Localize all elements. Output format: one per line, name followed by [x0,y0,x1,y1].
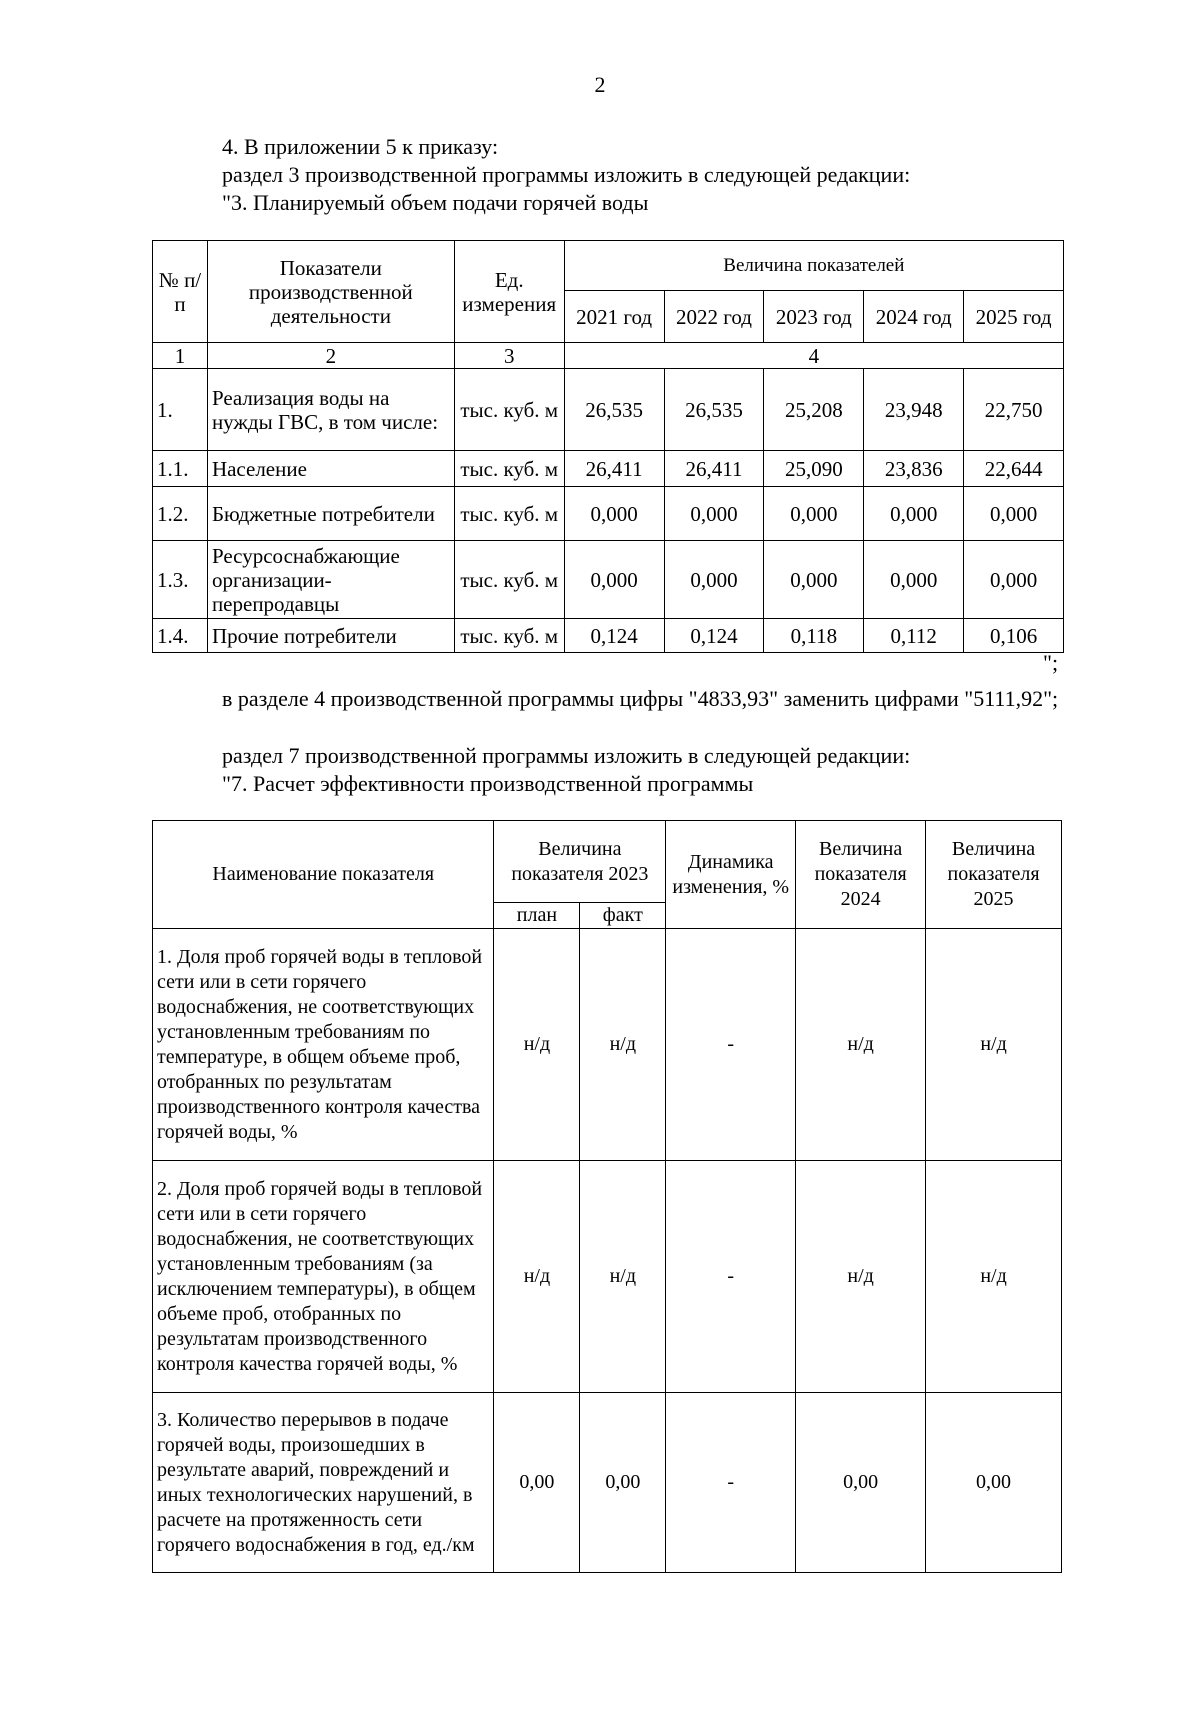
section-7-title: "7. Расчет эффективности производственной программы [222,771,754,796]
header-values-group: Величина показателей [564,241,1063,291]
row-value: 0,000 [564,487,664,541]
header-fact: факт [580,903,666,929]
row-fact: н/д [580,929,666,1161]
row-fact: 0,00 [580,1393,666,1573]
row-value: 0,000 [964,541,1064,619]
row-unit: тыс. куб. м [454,541,564,619]
row-value: 0,000 [764,541,864,619]
table-row [153,541,1064,619]
row-value: 0,000 [564,541,664,619]
table-row [153,1393,1062,1573]
table-row [153,929,1062,1161]
col-number: 3 [454,343,564,369]
header-year: 2021 год [564,291,664,343]
row-value: 0,000 [764,487,864,541]
row-dynamics: - [666,929,796,1161]
header-value-2023: Величина показателя 2023 [494,821,666,903]
row-name: Ресурсоснабжающие организации-перепродавцы [207,541,454,619]
col-number: 1 [153,343,208,369]
efficiency-table [152,820,1062,1573]
row-num: 1.2. [153,487,208,541]
row-name: Прочие потребители [207,619,454,653]
col-number: 2 [207,343,454,369]
row-value: 26,411 [664,451,764,487]
table-row [153,619,1064,653]
row-fact: н/д [580,1161,666,1393]
row-unit: тыс. куб. м [454,487,564,541]
row-num: 1.3. [153,541,208,619]
row-value: 26,411 [564,451,664,487]
header-value-2024: Величина показателя 2024 [796,821,926,929]
row-name: Население [207,451,454,487]
row-value: 0,000 [664,541,764,619]
row-num: 1.1. [153,451,208,487]
header-year: 2023 год [764,291,864,343]
row-value-2025: н/д [926,929,1062,1161]
page-number: 2 [594,72,606,97]
hot-water-volume-table [152,240,1064,653]
table-row [153,369,1064,451]
section-4-change-paragraph: в разделе 4 производственной программы цифры "4833,93" заменить цифрами "5111,92"; [222,686,1059,711]
row-value-2025: 0,00 [926,1393,1062,1573]
table-row [153,487,1064,541]
row-value: 22,750 [964,369,1064,451]
row-value: 0,106 [964,619,1064,653]
row-unit: тыс. куб. м [454,619,564,653]
row-dynamics: - [666,1161,796,1393]
header-year: 2025 год [964,291,1064,343]
row-value: 0,118 [764,619,864,653]
section-7-instruction: раздел 7 производственной программы изложить в следующей редакции: [222,743,911,768]
row-plan: н/д [494,929,580,1161]
table-row [153,1161,1062,1393]
row-name: Бюджетные потребители [207,487,454,541]
header-indicator: Показатели производственной деятельности [207,241,454,343]
header-value-2025: Величина показателя 2025 [926,821,1062,929]
row-dynamics: - [666,1393,796,1573]
row-value: 0,000 [864,487,964,541]
row-value: 0,112 [864,619,964,653]
row-plan: 0,00 [494,1393,580,1573]
row-value: 0,000 [864,541,964,619]
row-value-2025: н/д [926,1161,1062,1393]
row-unit: тыс. куб. м [454,451,564,487]
header-dynamics: Динамика изменения, % [666,821,796,929]
row-value: 23,836 [864,451,964,487]
header-unit: Ед. измерения [454,241,564,343]
row-value-2024: н/д [796,929,926,1161]
header-year: 2022 год [664,291,764,343]
closing-quote-mark: "; [1043,650,1059,675]
row-value: 23,948 [864,369,964,451]
header-plan: план [494,903,580,929]
header-num: № п/п [153,241,208,343]
row-value: 26,535 [664,369,764,451]
row-plan: н/д [494,1161,580,1393]
row-value: 0,000 [664,487,764,541]
row-name: 3. Количество перерывов в подаче горячей воды, произошедших в результате аварий, повреждений и иных технологических нарушений, в расчете на протяженность сети горячего водоснабжения в год, ед./км [153,1393,494,1573]
row-unit: тыс. куб. м [454,369,564,451]
row-num: 1.4. [153,619,208,653]
row-name: Реализация воды на нужды ГВС, в том числе: [207,369,454,451]
row-name: 2. Доля проб горячей воды в тепловой сети или в сети горячего водоснабжения, не соответствующих установленным требованиям (за исключением температуры), в общем объеме проб, отобранных по результатам производственного контроля качества горячей воды, % [153,1161,494,1393]
row-value: 26,535 [564,369,664,451]
row-value: 25,090 [764,451,864,487]
section-3-title: "3. Планируемый объем подачи горячей воды [222,190,649,215]
row-value-2024: н/д [796,1161,926,1393]
intro-line-2: раздел 3 производственной программы изложить в следующей редакции: [222,162,911,187]
row-value-2024: 0,00 [796,1393,926,1573]
row-value: 22,644 [964,451,1064,487]
row-value: 0,000 [964,487,1064,541]
header-indicator-name: Наименование показателя [153,821,494,929]
row-value: 25,208 [764,369,864,451]
row-value: 0,124 [664,619,764,653]
row-value: 0,124 [564,619,664,653]
row-num: 1. [153,369,208,451]
table-row [153,451,1064,487]
row-name: 1. Доля проб горячей воды в тепловой сети или в сети горячего водоснабжения, не соответствующих установленным требованиям по температуре, в общем объеме проб, отобранных по результатам производственного контроля качества горячей воды, % [153,929,494,1161]
header-year: 2024 год [864,291,964,343]
intro-line-1: 4. В приложении 5 к приказу: [222,134,499,159]
col-number: 4 [564,343,1063,369]
